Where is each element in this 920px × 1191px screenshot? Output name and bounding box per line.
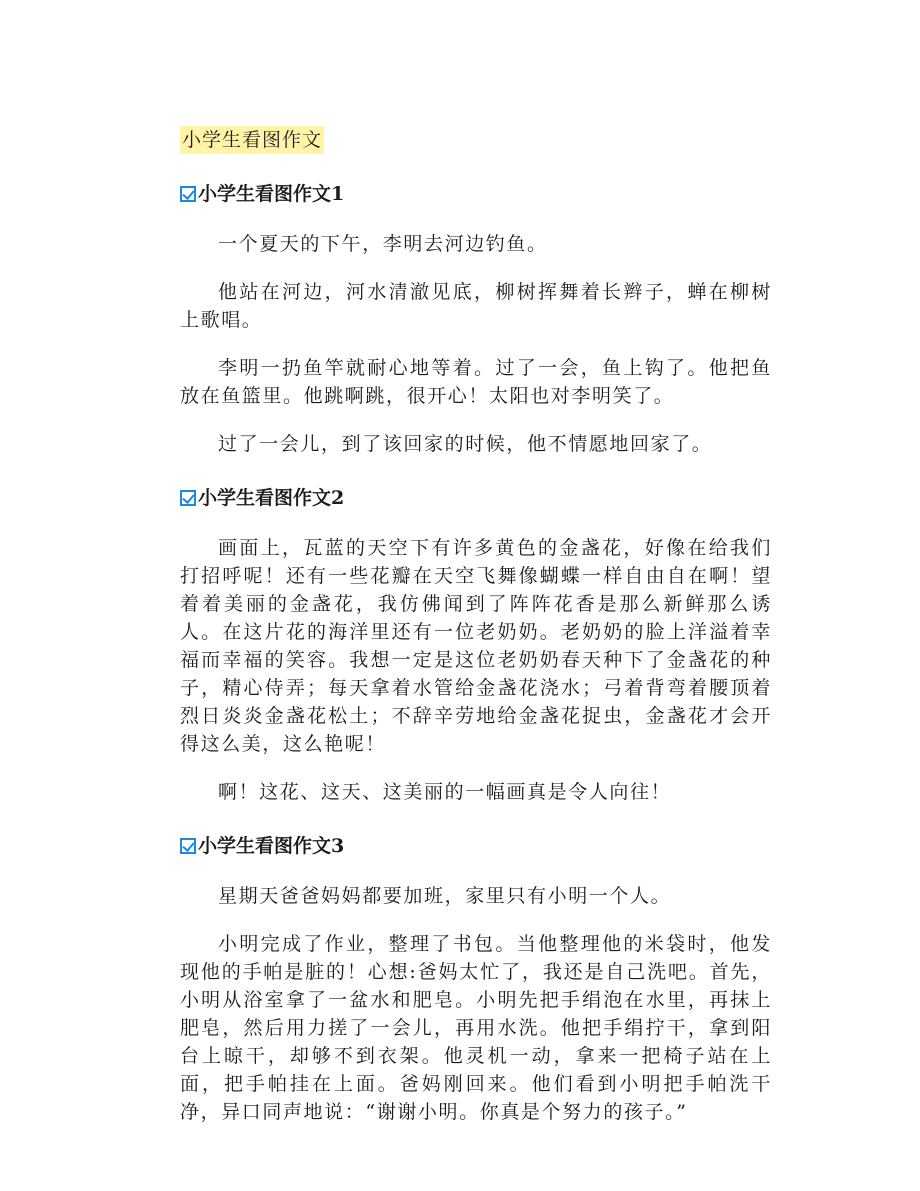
section-heading-1	[180, 180, 772, 208]
paragraph: 过了一会儿，到了该回家的时候，他不情愿地回家了。	[218, 433, 713, 455]
checkbox-icon	[180, 490, 196, 506]
document-page	[180, 126, 772, 1126]
paragraph: 星期天爸爸妈妈都要加班，家里只有小明一个人。	[218, 885, 672, 907]
section-heading-text: 小学生看图作文3	[198, 835, 345, 857]
section-heading-2	[180, 484, 772, 512]
checkbox-icon	[180, 838, 196, 854]
paragraph: 李明一扔鱼竿就耐心地等着。过了一会，鱼上钩了。他把鱼放在鱼篮里。他跳啊跳，很开心！太阳也对李明笑了。	[180, 357, 772, 407]
section-heading-text: 小学生看图作文1	[198, 183, 345, 205]
document-title: 小学生看图作文	[180, 126, 324, 154]
paragraph: 一个夏天的下午，李明去河边钓鱼。	[218, 233, 548, 255]
section-heading-3	[180, 832, 772, 860]
paragraph: 小明完成了作业，整理了书包。当他整理他的米袋时，他发现他的手帕是脏的！心想:爸妈太忙了，我还是自己洗吧。首先，小明从浴室拿了一盆水和肥皂。小明先把手绢泡在水里，再抹上肥皂，然后用力搓了一会儿，再用水洗。他把手绢拧干，拿到阳台上晾干，却够不到衣架。他灵机一动，拿来一把椅子站在上面，把手帕挂在上面。爸妈刚回来。他们看到小明把手帕洗干净，异口同声地说：“谢谢小明。你真是个努力的孩子。”	[180, 933, 772, 1123]
paragraph: 啊！这花、这天、这美丽的一幅画真是令人向往！	[218, 781, 672, 803]
checkbox-icon	[180, 186, 196, 202]
section-heading-text: 小学生看图作文2	[198, 487, 345, 509]
paragraph: 画面上，瓦蓝的天空下有许多黄色的金盏花，好像在给我们打招呼呢！还有一些花瓣在天空飞舞像蝴蝶一样自由自在啊！望着着美丽的金盏花，我仿佛闻到了阵阵花香是那么新鲜那么诱人。在这片花的海洋里还有一位老奶奶。老奶奶的脸上洋溢着幸福而幸福的笑容。我想一定是这位老奶奶春天种下了金盏花的种子，精心侍弄；每天拿着水管给金盏花浇水；弓着背弯着腰顶着烈日炎炎金盏花松土；不辞辛劳地给金盏花捉虫，金盏花才会开得这么美，这么艳呢！	[180, 537, 772, 755]
paragraph: 他站在河边，河水清澈见底，柳树挥舞着长辫子，蝉在柳树上歌唱。	[180, 281, 772, 331]
